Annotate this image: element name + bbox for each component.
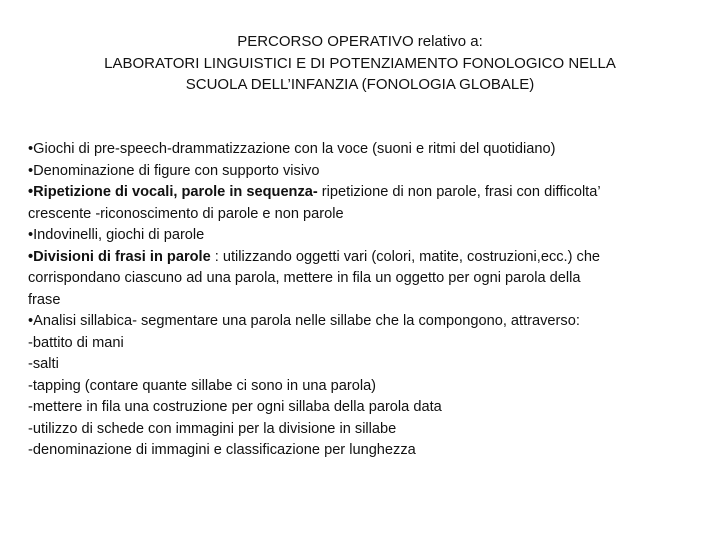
sub-item-tapping: -tapping (contare quante sillabe ci sono in una parola) xyxy=(28,377,377,394)
sub-item-schede-immagini: -utilizzo di schede con immagini per la divisione in sillabe xyxy=(28,420,397,437)
sub-item-mettere-in-fila: -mettere in fila una costruzione per ogni sillaba della parola data xyxy=(28,399,442,415)
list-item-divisioni-frasi-continued-2: frase xyxy=(28,291,61,308)
list-item-divisioni-frasi-rest: : utilizzando oggetti vari (colori, matite, costruzioni,ecc.) che xyxy=(210,248,601,265)
list-item-divisioni-frasi xyxy=(28,247,696,269)
title-line-2: LABORATORI LINGUISTICI E DI POTENZIAMENTO FONOLOGICO NELLA xyxy=(104,54,616,72)
list-item-giochi-pre-speech: •Giochi di pre-speech-drammatizzazione con la voce (suoni e ritmi del quotidiano) xyxy=(28,141,556,157)
list-item-ripetizione xyxy=(28,182,696,204)
title-line-3: SCUOLA DELL’INFANZIA (FONOLOGIA GLOBALE) xyxy=(185,76,535,93)
sub-item-salti: -salti xyxy=(28,356,59,372)
sub-item-denominazione-immagini: -denominazione di immagini e classificazione per lunghezza xyxy=(28,442,416,458)
document-title xyxy=(0,31,720,96)
list-item-ripetizione-continued: crescente -riconoscimento di parole e non parole xyxy=(28,205,344,222)
sub-item-battito-mani: -battito di mani xyxy=(28,334,124,351)
list-item-indovinelli: •Indovinelli, giochi di parole xyxy=(28,227,205,243)
list-item-divisioni-frasi-bold: •Divisioni di frasi in parole xyxy=(28,248,211,265)
list-item-ripetizione-rest: ripetizione di non parole, frasi con difficolta’ xyxy=(317,184,601,200)
list-item-divisioni-frasi-continued-1: corrispondano ciascuno ad una parola, mettere in fila un oggetto per ogni parola della xyxy=(28,270,581,286)
list-item-analisi-sillabica: •Analisi sillabica- segmentare una parola nelle sillabe che la compongono, attraverso: xyxy=(28,313,580,329)
list-item-denominazione-figure: •Denominazione di figure con supporto visivo xyxy=(28,162,320,179)
list-item-ripetizione-bold: •Ripetizione di vocali, parole in sequenza- xyxy=(28,184,318,200)
document-body xyxy=(28,139,696,462)
title-line-1: PERCORSO OPERATIVO relativo a: xyxy=(237,33,483,50)
